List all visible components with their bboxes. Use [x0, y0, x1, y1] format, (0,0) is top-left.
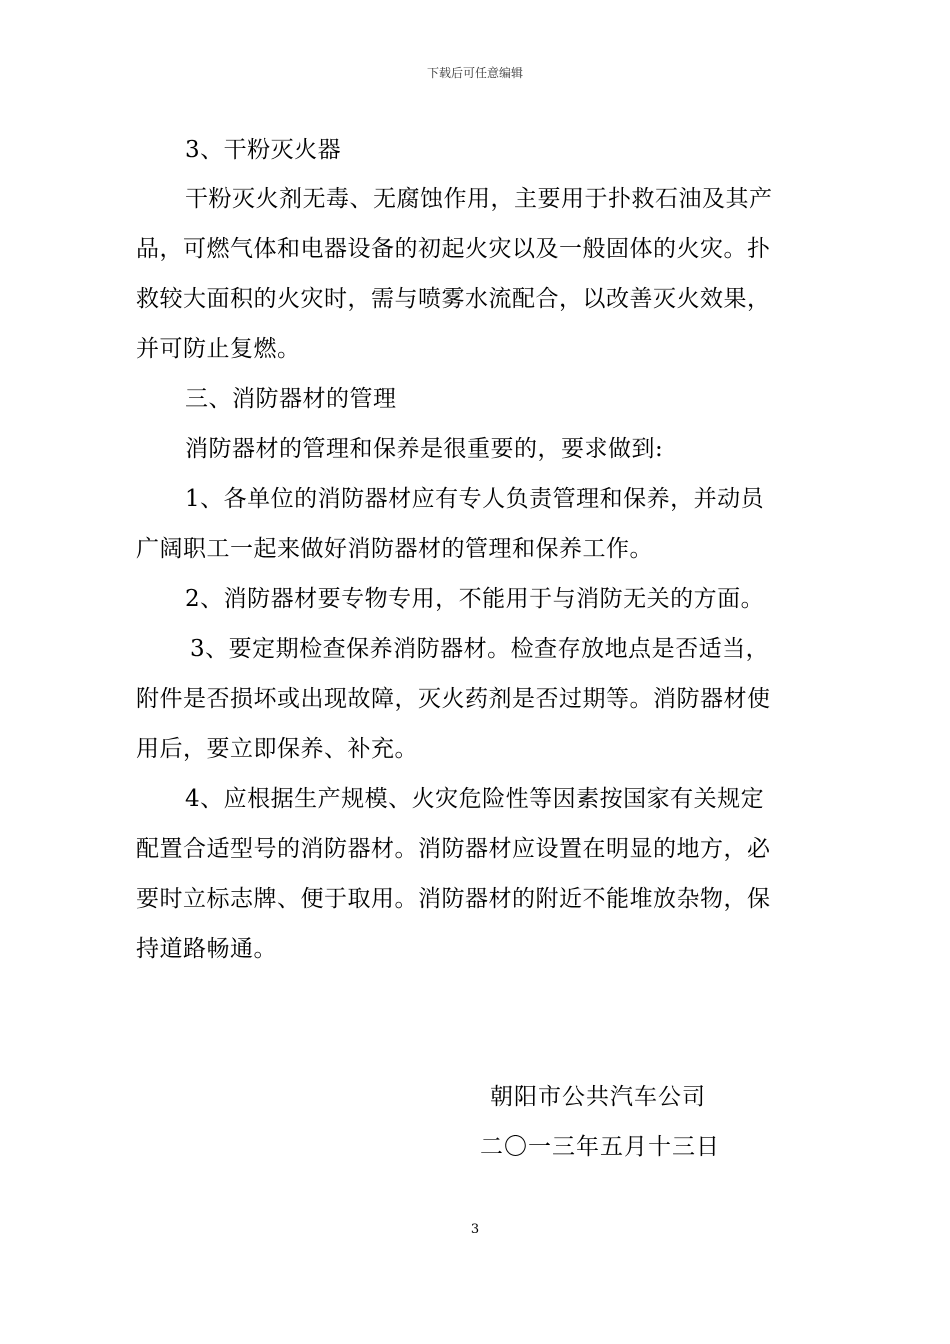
paragraph-line: 要时立标志牌、便于取用。消防器材的附近不能堆放杂物，保: [136, 886, 771, 912]
list-item-3: 3、要定期检查保养消防器材。检查存放地点是否适当，: [190, 636, 770, 662]
section-heading-management: 三、消防器材的管理: [185, 386, 397, 412]
paragraph-line: 救较大面积的火灾时，需与喷雾水流配合，以改善灭火效果，: [136, 286, 771, 312]
paragraph-line: 附件是否损坏或出现故障，灭火药剂是否过期等。消防器材使: [136, 686, 771, 712]
paragraph-line: 配置合适型号的消防器材。消防器材应设置在明显的地方，必: [136, 836, 771, 862]
list-item-4: 4、应根据生产规模、火灾危险性等因素按国家有关规定: [185, 786, 765, 812]
paragraph-line: 广阔职工一起来做好消防器材的管理和保养工作。: [136, 536, 653, 562]
paragraph-line: 品，可燃气体和电器设备的初起火灾以及一般固体的火灾。扑: [136, 236, 771, 262]
list-item-1: 1、各单位的消防器材应有专人负责管理和保养，并动员: [185, 486, 765, 512]
section-heading-dry-powder: 3、干粉灭火器: [185, 137, 342, 163]
paragraph-line: 消防器材的管理和保养是很重要的，要求做到:: [185, 436, 664, 462]
paragraph-line: 并可防止复燃。: [136, 336, 301, 362]
paragraph-line: 持道路畅通。: [136, 936, 277, 962]
signature-date: 二〇一三年五月十三日: [480, 1134, 720, 1160]
page-header-note: 下载后可任意编辑: [426, 66, 523, 80]
paragraph-line: 干粉灭火剂无毒、无腐蚀作用，主要用于扑救石油及其产: [185, 186, 773, 212]
list-item-2: 2、消防器材要专物专用，不能用于与消防无关的方面。: [185, 586, 765, 612]
signature-company: 朝阳市公共汽车公司: [490, 1084, 706, 1110]
paragraph-line: 用后，要立即保养、补充。: [136, 736, 418, 762]
page-number: 3: [470, 1222, 480, 1237]
